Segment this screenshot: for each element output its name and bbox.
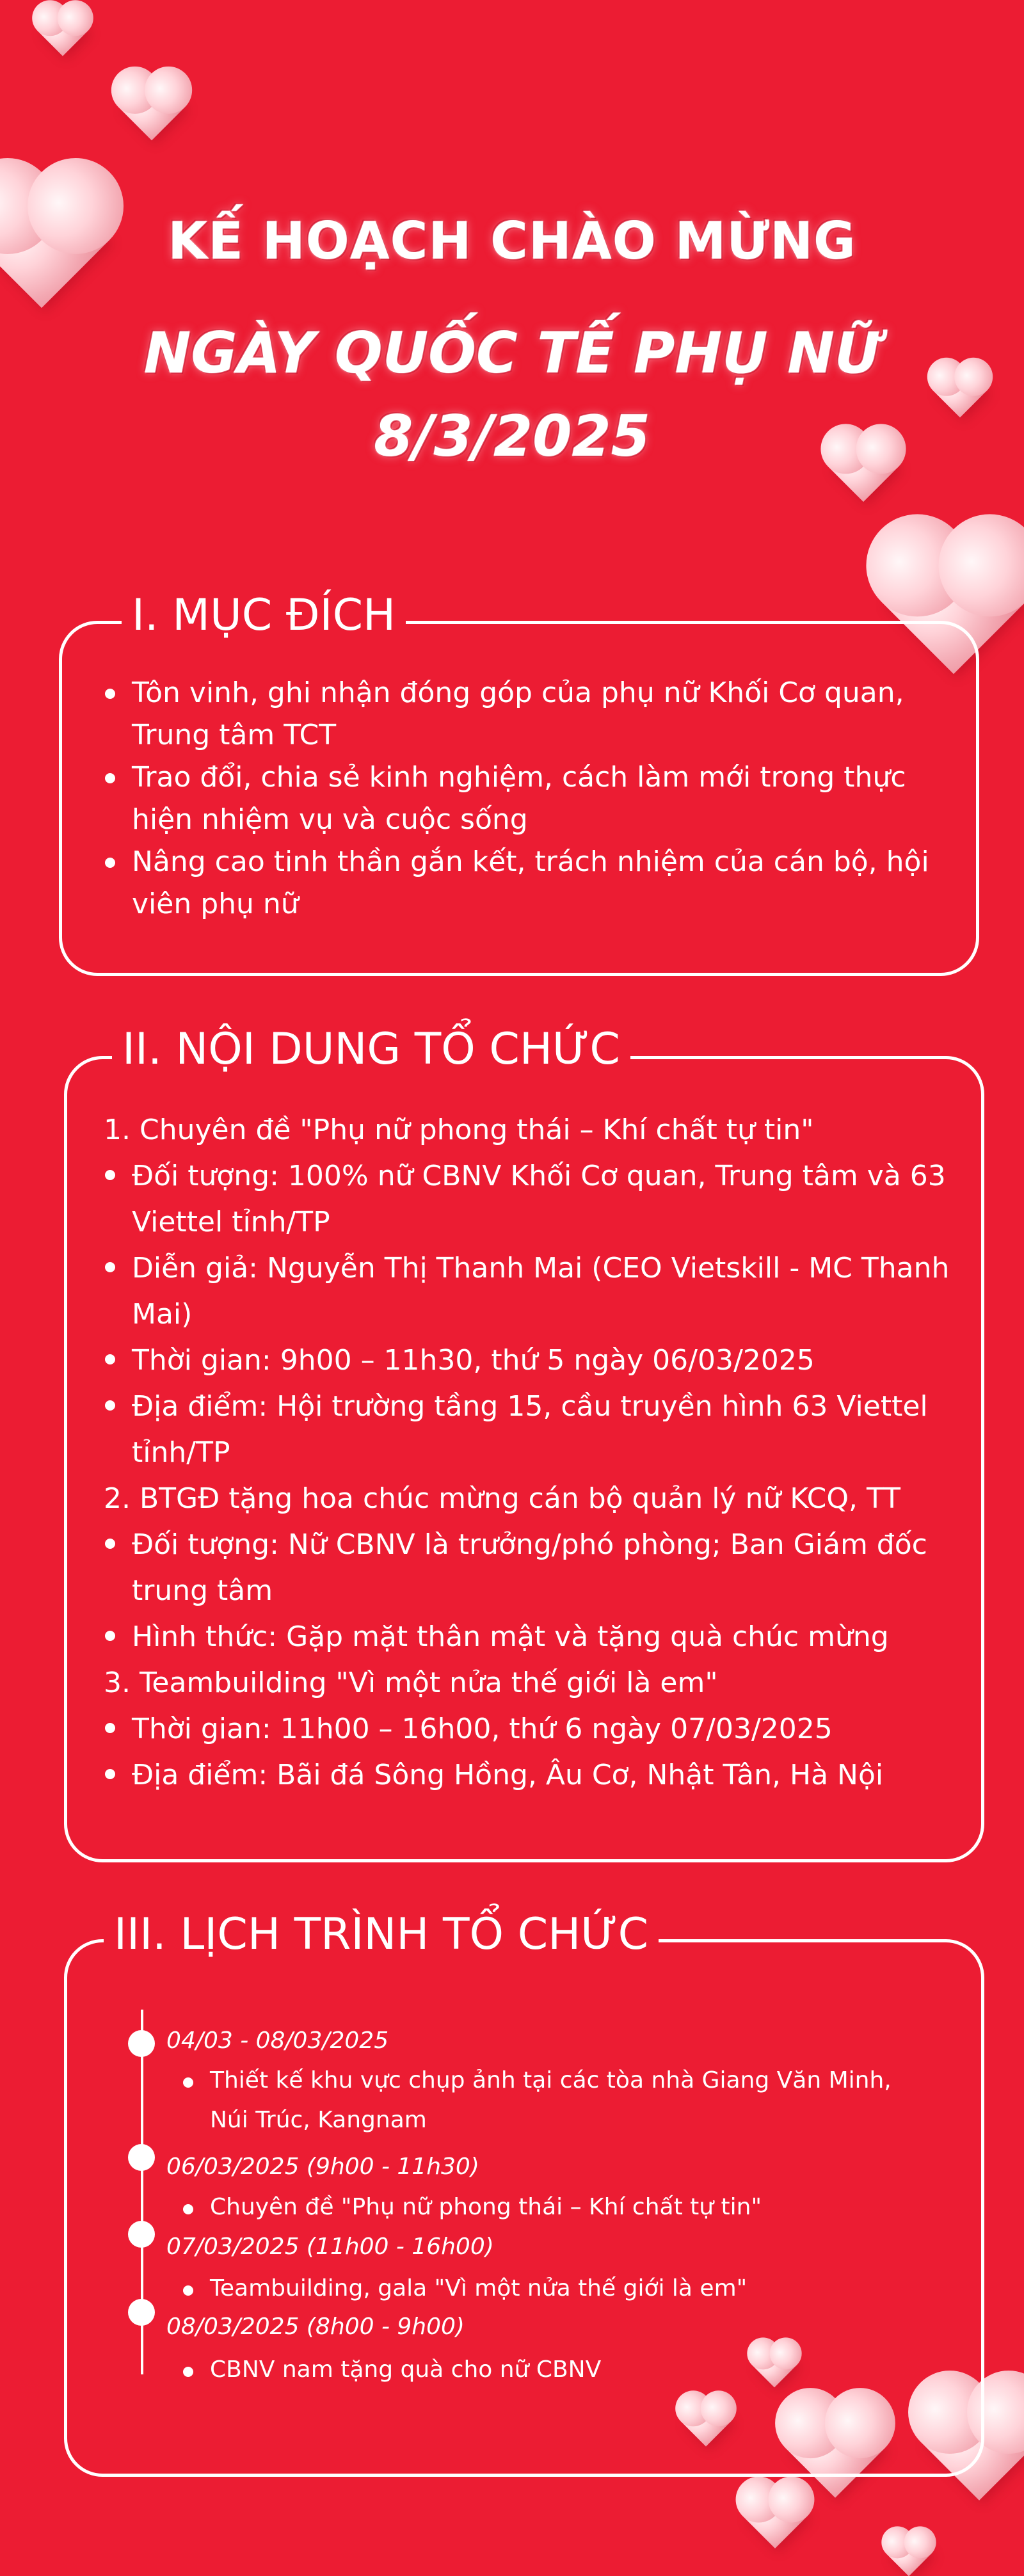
- heart-decoration: [37, 5, 88, 56]
- content-detail: Hình thức: Gặp mặt thân mật và tặng quà chúc mừng: [101, 1614, 952, 1660]
- timeline-items: [179, 2188, 922, 2227]
- section-purpose-heading: I. MỤC ĐÍCH: [122, 590, 406, 641]
- content-item-title: 1. Chuyên đề "Phụ nữ phong thái – Khí chất tự tin": [104, 1114, 814, 1146]
- timeline-date: 08/03/2025 (8h00 - 9h00): [166, 2314, 465, 2340]
- purpose-item: Tôn vinh, ghi nhận đóng góp của phụ nữ Khối Cơ quan, Trung tâm TCT: [101, 672, 946, 756]
- timeline-date: 07/03/2025 (11h00 - 16h00): [166, 2234, 494, 2260]
- content-detail: Đối tượng: 100% nữ CBNV Khối Cơ quan, Trung tâm và 63 Viettel tỉnh/TP: [101, 1153, 952, 1245]
- heart-decoration: [118, 74, 186, 141]
- purpose-list: [101, 672, 946, 925]
- content-item-title: 2. BTGĐ tặng hoa chúc mừng cán bộ quản lý nữ KCQ, TT: [104, 1482, 900, 1515]
- timeline-item: Thiết kế khu vực chụp ảnh tại các tòa nhà Giang Văn Minh, Núi Trúc, Kangnam: [179, 2061, 922, 2140]
- timeline-dot: [128, 2144, 155, 2171]
- timeline-items: [179, 2269, 922, 2308]
- content-item-details: [101, 1153, 952, 1476]
- content-item-details: [101, 1706, 952, 1798]
- timeline-items: [179, 2350, 922, 2390]
- purpose-item: Trao đổi, chia sẻ kinh nghiệm, cách làm mới trong thực hiện nhiệm vụ và cuộc sống: [101, 756, 946, 841]
- timeline-dot: [128, 2221, 155, 2248]
- timeline-item: Chuyên đề "Phụ nữ phong thái – Khí chất tự tin": [179, 2188, 922, 2227]
- timeline-dot: [128, 2299, 155, 2326]
- content-list: [101, 1107, 952, 1798]
- content-detail: Diễn giả: Nguyễn Thị Thanh Mai (CEO Vietskill - MC Thanh Mai): [101, 1245, 952, 1338]
- title-line-2: NGÀY QUỐC TẾ PHỤ NỮ: [143, 320, 881, 386]
- timeline-items: [179, 2061, 922, 2140]
- timeline-date: 04/03 - 08/03/2025: [166, 2028, 389, 2054]
- content-item-details: [101, 1522, 952, 1660]
- content-detail: Thời gian: 9h00 – 11h30, thứ 5 ngày 06/03/2025: [101, 1338, 952, 1384]
- timeline-date: 06/03/2025 (9h00 - 11h30): [166, 2154, 479, 2180]
- timeline-dot: [128, 2030, 155, 2057]
- timeline-item: Teambuilding, gala "Vì một nửa thế giới là em": [179, 2269, 922, 2308]
- heart-decoration: [742, 2483, 808, 2548]
- title-line-1: KẾ HOẠCH CHÀO MỪNG: [168, 211, 856, 271]
- section-schedule-heading: III. LỊCH TRÌNH TỔ CHỨC: [104, 1909, 659, 1960]
- content-detail: Địa điểm: Bãi đá Sông Hồng, Âu Cơ, Nhật Tân, Hà Nội: [101, 1752, 952, 1798]
- section-content-heading: II. NỘI DUNG TỔ CHỨC: [112, 1024, 630, 1075]
- content-detail: Thời gian: 11h00 – 16h00, thứ 6 ngày 07/03/2025: [101, 1706, 952, 1752]
- timeline-item: CBNV nam tặng quà cho nữ CBNV: [179, 2350, 922, 2390]
- content-detail: Địa điểm: Hội trường tầng 15, cầu truyền hình 63 Viettel tỉnh/TP: [101, 1384, 952, 1476]
- content-detail: Đối tượng: Nữ CBNV là trưởng/phó phòng; Ban Giám đốc trung tâm: [101, 1522, 952, 1614]
- purpose-item: Nâng cao tinh thần gắn kết, trách nhiệm của cán bộ, hội viên phụ nữ: [101, 841, 946, 925]
- content-item-title: 3. Teambuilding "Vì một nửa thế giới là em": [104, 1667, 718, 1699]
- heart-decoration: [886, 2531, 932, 2576]
- title-line-3: 8/3/2025: [374, 403, 650, 469]
